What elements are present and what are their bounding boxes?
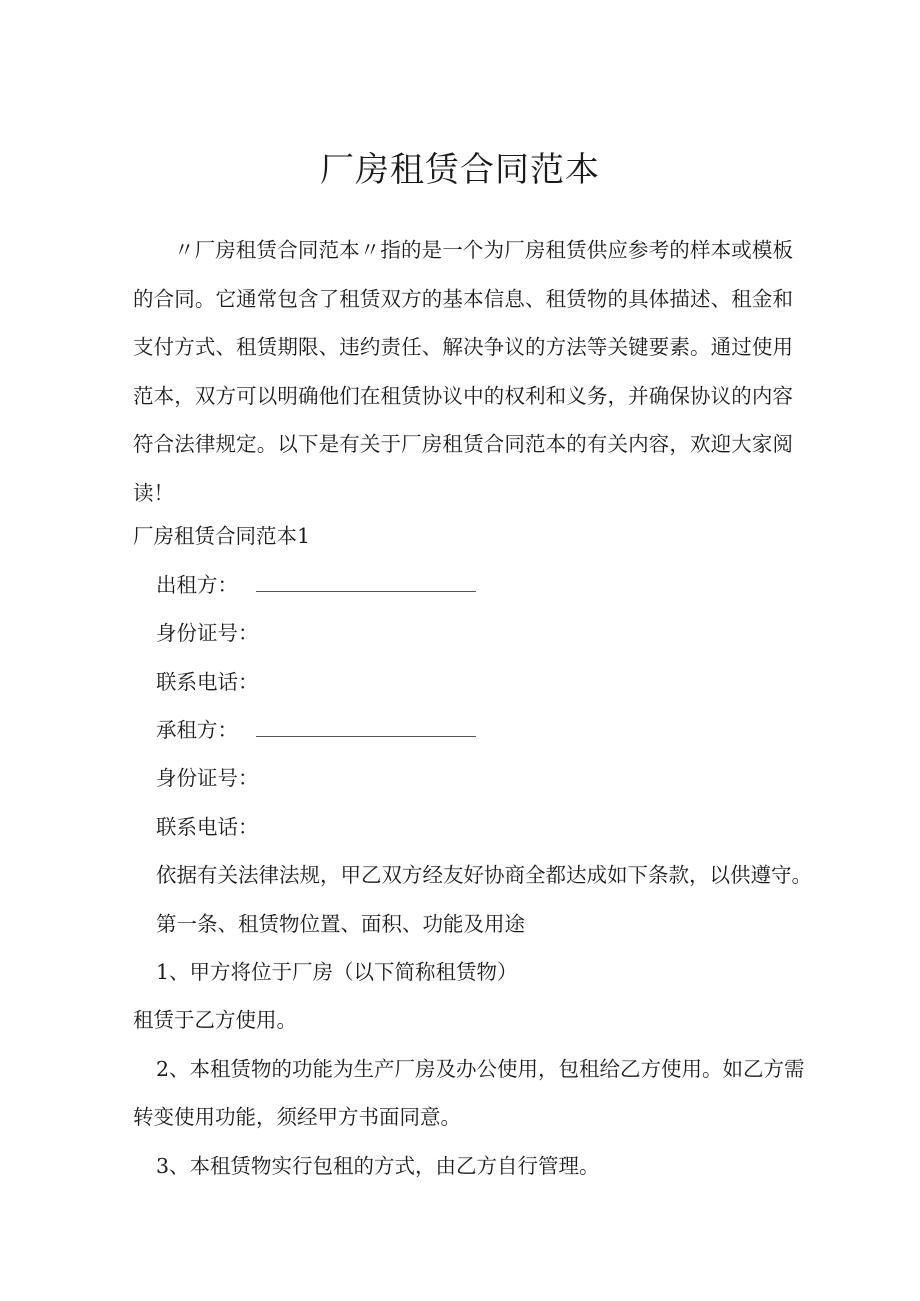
lessor-blank-line: [256, 573, 476, 592]
article1-heading: 第一条、租赁物位置、面积、功能及用途: [156, 912, 525, 936]
lessee-blank-line: [256, 718, 476, 737]
lessee-row: [156, 714, 476, 746]
intro-paragraph: 〃厂房租赁合同范本〃指的是一个为厂房租赁供应参考的样本或模板的合同。它通常包含了租赁双方的基本信息、租赁物的具体描述、租金和支付方式、租赁期限、违约责任、解决争议的方法等关键要素。通过使用范本，双方可以明确他们在租赁协议中的权利和义务，并确保协议的内容符合法律规定。以下是有关于厂房租赁合同范本的有关内容，欢迎大家阅读！: [133, 238, 793, 505]
lessee-label: 承租方：: [156, 718, 238, 742]
lessor-label: 出租方：: [156, 573, 238, 597]
document-title: 厂房租赁合同范本: [320, 150, 600, 190]
clause2-line1: 2、本租赁物的功能为生产厂房及办公使用，包租给乙方使用。如乙方需: [156, 1057, 805, 1081]
section-heading: 厂房租赁合同范本1: [133, 524, 311, 548]
clause3: 3、本租赁物实行包租的方式，由乙方自行管理。: [156, 1154, 600, 1178]
lessor-row: [156, 569, 476, 601]
clause1-line2: 租赁于乙方使用。: [133, 1008, 297, 1032]
clause1-line1: 1、甲方将位于厂房（以下简称租赁物）: [156, 960, 518, 984]
lessee-phone-label: 联系电话：: [156, 815, 259, 839]
lessor-id-label: 身份证号：: [156, 621, 259, 645]
lessor-phone-label: 联系电话：: [156, 670, 259, 694]
preamble: 依据有关法律法规，甲乙双方经友好协商全都达成如下条款，以供遵守。: [156, 863, 812, 887]
lessee-id-label: 身份证号：: [156, 766, 259, 790]
clause2-line2: 转变使用功能，须经甲方书面同意。: [133, 1105, 461, 1129]
